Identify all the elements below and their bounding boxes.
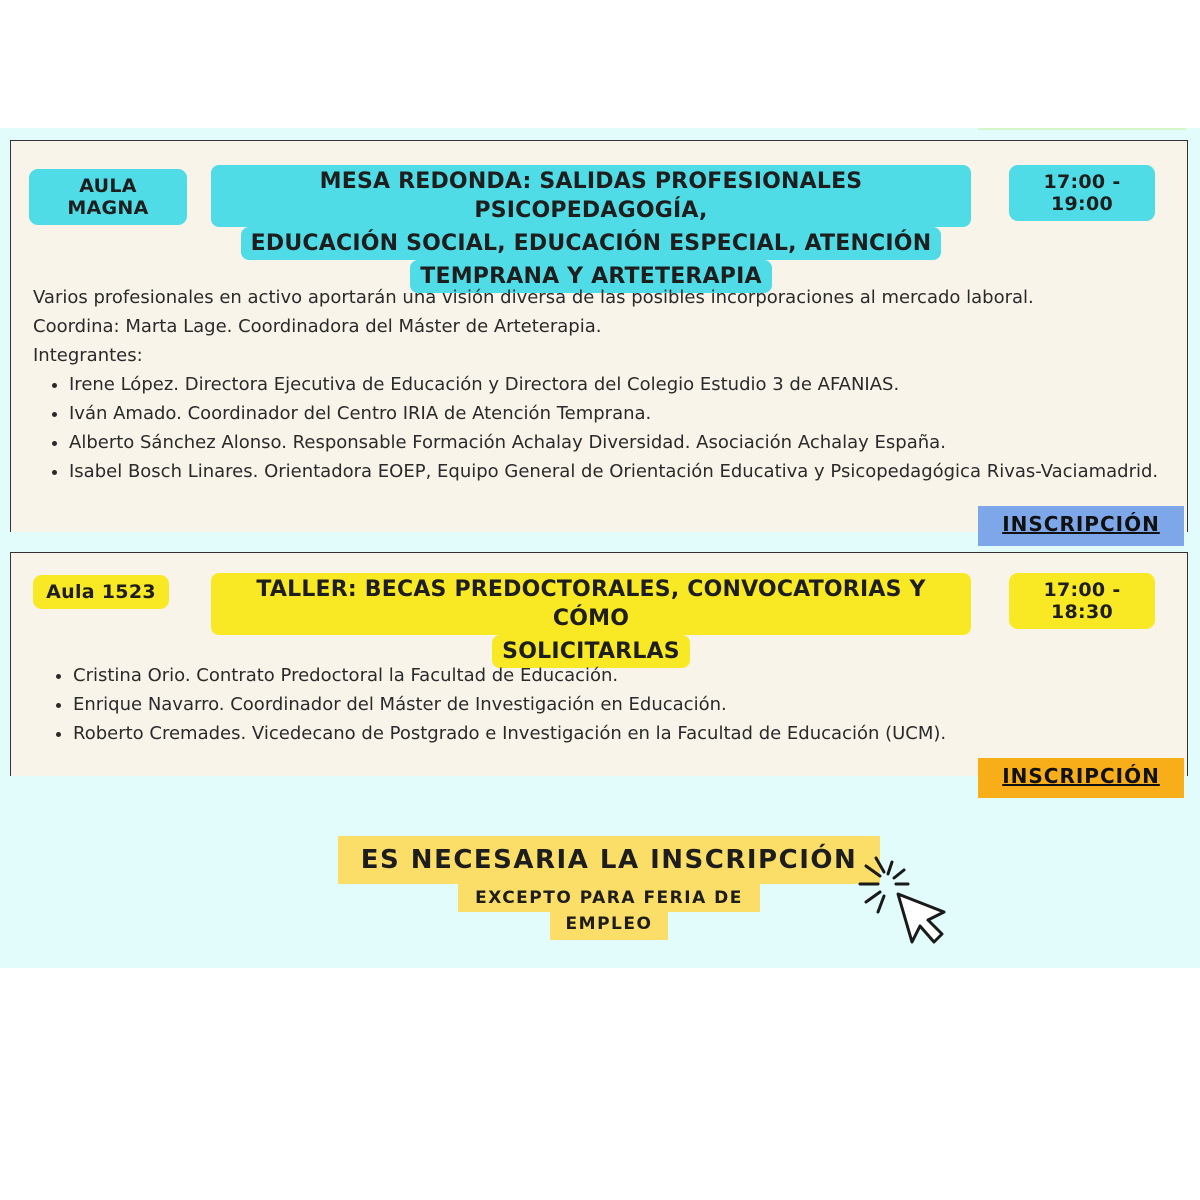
session-body <box>33 283 1167 486</box>
notice-main: ES NECESARIA LA INSCRIPCIÓN <box>338 836 880 884</box>
decorative-line <box>978 128 1186 130</box>
time-badge: 17:00 - 19:00 <box>1009 165 1155 221</box>
room-badge: Aula 1523 <box>33 575 169 609</box>
title-line: MESA REDONDA: SALIDAS PROFESIONALES PSICOPEDAGOGÍA, <box>211 165 971 227</box>
list-item: • Iván Amado. Coordinador del Centro IRIA de Atención Temprana. <box>69 399 1167 428</box>
title-line: TEMPRANA Y ARTETERAPIA <box>410 260 771 293</box>
list-item: • Cristina Orio. Contrato Predoctoral la Facultad de Educación. <box>73 661 1171 690</box>
coordinator: Coordina: Marta Lage. Coordinadora del Máster de Arteterapia. <box>33 316 602 337</box>
members-list <box>33 370 1167 486</box>
session-card-1 <box>10 140 1188 532</box>
session-title <box>211 573 971 668</box>
members-label: Integrantes: <box>33 345 143 366</box>
inscription-button-1[interactable]: INSCRIPCIÓN <box>978 506 1184 546</box>
room-badge: AULA MAGNA <box>29 169 187 225</box>
time-badge: 17:00 - 18:30 <box>1009 573 1155 629</box>
notice-sub-line: EXCEPTO PARA FERIA DE <box>458 884 760 912</box>
description: Varios profesionales en activo aportarán una visión diversa de las posibles incorporaciones al mercado laboral. <box>33 287 1034 308</box>
title-line: EDUCACIÓN SOCIAL, EDUCACIÓN ESPECIAL, ATENCIÓN <box>241 227 942 260</box>
inscription-button-2[interactable]: INSCRIPCIÓN <box>978 758 1184 798</box>
list-item: • Isabel Bosch Linares. Orientadora EOEP, Equipo General de Orientación Educativa y Psicopedagógica Rivas-Vaciamadrid. <box>69 457 1167 486</box>
list-item: • Roberto Cremades. Vicedecano de Postgrado e Investigación en la Facultad de Educación (UCM). <box>73 719 1171 748</box>
session-body <box>37 661 1171 748</box>
list-item: • Alberto Sánchez Alonso. Responsable Formación Achalay Diversidad. Asociación Achalay España. <box>69 428 1167 457</box>
title-line: SOLICITARLAS <box>492 635 690 668</box>
list-item: • Irene López. Directora Ejecutiva de Educación y Directora del Colegio Estudio 3 de AFANIAS. <box>69 370 1167 399</box>
list-item: • Enrique Navarro. Coordinador del Máster de Investigación en Educación. <box>73 690 1171 719</box>
notice-sub-line: EMPLEO <box>550 910 668 940</box>
title-line: TALLER: BECAS PREDOCTORALES, CONVOCATORIAS Y CÓMO <box>211 573 971 635</box>
cursor-click-icon <box>852 850 952 950</box>
session-title <box>211 165 971 293</box>
members-list <box>37 661 1171 748</box>
session-card-2 <box>10 552 1188 776</box>
